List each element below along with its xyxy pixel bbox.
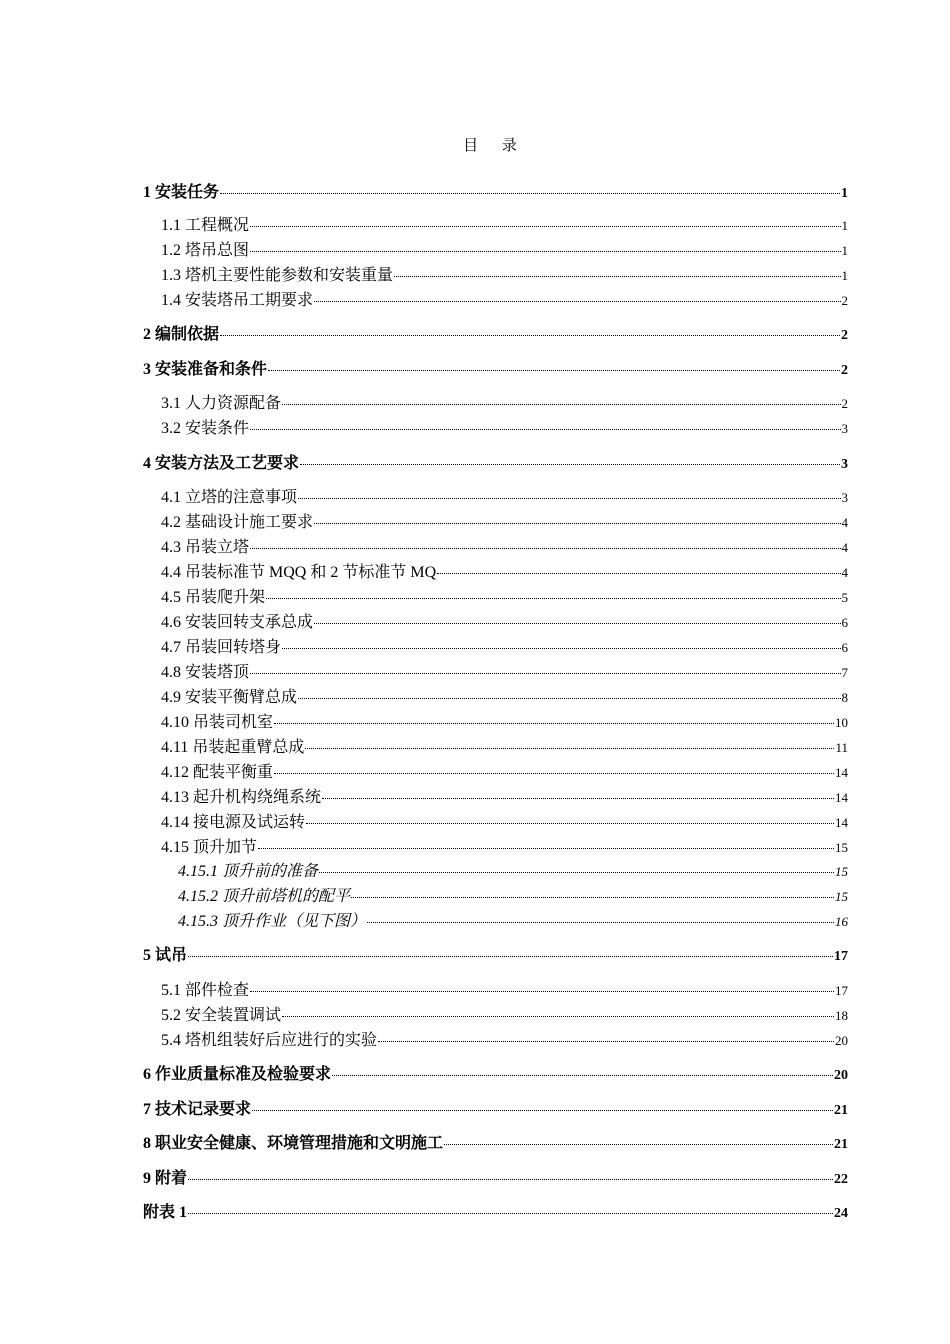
toc-entry-page-number: 20 — [834, 1068, 848, 1083]
toc-entry[interactable] — [161, 1029, 848, 1049]
toc-entry-page-number: 4 — [841, 565, 848, 580]
toc-entry-page-number: 8 — [841, 690, 848, 705]
toc-entry-title: 4.12 配装平衡重 — [161, 764, 274, 781]
dot-leader — [282, 636, 840, 652]
dot-leader — [367, 910, 834, 926]
dot-leader — [437, 561, 840, 577]
dot-leader — [282, 392, 840, 408]
toc-entry-page-number: 6 — [841, 640, 848, 655]
toc-entry[interactable] — [161, 417, 848, 437]
toc-entry-title: 3.1 人力资源配备 — [161, 395, 282, 412]
dot-leader — [268, 358, 840, 374]
toc-entry-title: 4.9 安装平衡臂总成 — [161, 689, 298, 706]
toc-entry-title: 2 编制依据 — [143, 326, 220, 343]
dot-leader — [282, 1004, 834, 1020]
toc-entry[interactable] — [161, 536, 848, 556]
toc-entry-title: 4.15.1 顶升前的准备 — [178, 863, 319, 880]
toc-entry-page-number: 2 — [841, 293, 848, 308]
toc-entry[interactable] — [161, 239, 848, 259]
dot-leader — [250, 536, 840, 552]
dot-leader — [274, 761, 834, 777]
toc-entry[interactable] — [143, 1201, 848, 1221]
dot-leader — [394, 264, 840, 280]
toc-entry[interactable] — [161, 736, 848, 756]
dot-leader — [378, 1029, 834, 1045]
toc-entry-page-number: 1 — [841, 186, 848, 201]
toc-entry-title: 1.4 安装塔吊工期要求 — [161, 292, 314, 309]
toc-entry-title: 4.15.3 顶升作业（见下图） — [178, 913, 367, 930]
dot-leader — [250, 214, 840, 230]
dot-leader — [250, 661, 840, 677]
toc-entry-title: 附表 1 — [143, 1204, 188, 1221]
toc-entry[interactable] — [143, 1098, 848, 1118]
toc-entry-page-number: 5 — [841, 590, 848, 605]
toc-entry[interactable] — [161, 979, 848, 999]
toc-entry-title: 4.2 基础设计施工要求 — [161, 514, 314, 531]
toc-entry-title: 4.3 吊装立塔 — [161, 539, 250, 556]
toc-entry[interactable] — [143, 358, 848, 378]
toc-entry-page-number: 17 — [834, 949, 848, 964]
toc-entry[interactable] — [161, 661, 848, 681]
dot-leader — [298, 686, 840, 702]
toc-entry-page-number: 21 — [834, 1137, 848, 1152]
toc-entry-title: 4.15 顶升加节 — [161, 839, 258, 856]
dot-leader — [332, 1063, 833, 1079]
dot-leader — [252, 1098, 833, 1114]
toc-entry-page-number: 14 — [835, 790, 848, 805]
dot-leader — [298, 486, 840, 502]
toc-entry-page-number: 24 — [834, 1206, 848, 1221]
toc-entry[interactable] — [161, 686, 848, 706]
dot-leader — [258, 836, 834, 852]
dot-leader — [266, 586, 840, 602]
dot-leader — [351, 885, 834, 901]
toc-entry-page-number: 7 — [841, 665, 848, 680]
toc-entry-title: 6 作业质量标准及检验要求 — [143, 1066, 332, 1083]
toc-entry-title: 4 安装方法及工艺要求 — [143, 455, 300, 472]
toc-entry-title: 4.10 吊装司机室 — [161, 714, 274, 731]
toc-entry-page-number: 3 — [841, 457, 848, 472]
toc-entry-page-number: 1 — [841, 268, 848, 283]
dot-leader — [444, 1132, 833, 1148]
dot-leader — [322, 786, 834, 802]
toc-entry-title: 4.13 起升机构绕绳系统 — [161, 789, 322, 806]
toc-entry-title: 7 技术记录要求 — [143, 1101, 252, 1118]
toc-entry-page-number: 21 — [834, 1103, 848, 1118]
dot-leader — [319, 860, 834, 876]
toc-entry-title: 4.15.2 顶升前塔机的配平 — [178, 888, 351, 905]
toc-entry-page-number: 17 — [835, 983, 848, 998]
toc-entry-title: 5.2 安全装置调试 — [161, 1007, 282, 1024]
toc-entry[interactable] — [161, 264, 848, 284]
toc-entry[interactable] — [161, 1004, 848, 1024]
toc-entry[interactable] — [143, 1167, 848, 1187]
toc-entry[interactable] — [143, 323, 848, 343]
toc-entry-page-number: 4 — [841, 540, 848, 555]
toc-entry-title: 4.7 吊装回转塔身 — [161, 639, 282, 656]
toc-entry-page-number: 15 — [835, 864, 848, 879]
toc-entry-title: 3.2 安装条件 — [161, 420, 250, 437]
dot-leader — [314, 511, 840, 527]
toc-entry[interactable] — [161, 711, 848, 731]
toc-entry[interactable] — [161, 761, 848, 781]
toc-entry[interactable] — [178, 860, 848, 880]
toc-entry[interactable] — [161, 214, 848, 234]
toc-entry[interactable] — [161, 586, 848, 606]
toc-entry-page-number: 11 — [835, 740, 848, 755]
toc-entry[interactable] — [143, 181, 848, 201]
toc-entry-title: 3 安装准备和条件 — [143, 361, 268, 378]
toc-entry[interactable] — [143, 944, 848, 964]
toc-entry-page-number: 1 — [841, 218, 848, 233]
toc-entry-page-number: 3 — [841, 421, 848, 436]
dot-leader — [314, 289, 840, 305]
toc-entry-page-number: 1 — [841, 243, 848, 258]
toc-entry-page-number: 14 — [835, 815, 848, 830]
toc-entry-title: 1.2 塔吊总图 — [161, 242, 250, 259]
toc-entry-page-number: 3 — [841, 490, 848, 505]
toc-entry[interactable] — [143, 452, 848, 472]
toc-entry-title: 4.6 安装回转支承总成 — [161, 614, 314, 631]
toc-entry-title: 1.1 工程概况 — [161, 217, 250, 234]
toc-entry[interactable] — [161, 836, 848, 856]
toc-entry-page-number: 2 — [841, 363, 848, 378]
dot-leader — [250, 239, 840, 255]
toc-entry-title: 4.1 立塔的注意事项 — [161, 489, 298, 506]
dot-leader — [314, 611, 840, 627]
toc-entry[interactable] — [161, 561, 848, 581]
toc-entry-title: 4.4 吊装标准节 MQQ 和 2 节标准节 MQ — [161, 564, 437, 581]
toc-entry-page-number: 15 — [835, 889, 848, 904]
toc-entry-title: 5.1 部件检查 — [161, 982, 250, 999]
toc-entry[interactable] — [161, 786, 848, 806]
dot-leader — [220, 323, 840, 339]
toc-entry[interactable] — [178, 910, 848, 930]
toc-entry-page-number: 2 — [841, 396, 848, 411]
toc-entry-title: 4.8 安装塔顶 — [161, 664, 250, 681]
page-title: 目 录 — [463, 138, 527, 154]
toc-entry-page-number: 18 — [835, 1008, 848, 1023]
toc-entry[interactable] — [161, 392, 848, 412]
toc-entry-title: 1.3 塔机主要性能参数和安装重量 — [161, 267, 394, 284]
dot-leader — [250, 979, 834, 995]
toc-entry-page-number: 22 — [834, 1172, 848, 1187]
toc-entry-page-number: 16 — [835, 914, 848, 929]
toc-entry[interactable] — [161, 511, 848, 531]
toc-entry-title: 5.4 塔机组装好后应进行的实验 — [161, 1032, 378, 1049]
toc-entry-page-number: 14 — [835, 765, 848, 780]
dot-leader — [250, 417, 840, 433]
dot-leader — [188, 1167, 833, 1183]
dot-leader — [274, 711, 834, 727]
toc-entry[interactable] — [161, 611, 848, 631]
dot-leader — [305, 736, 834, 752]
toc-entry-title: 5 试吊 — [143, 947, 188, 964]
toc-entry[interactable] — [161, 486, 848, 506]
toc-entry-title: 8 职业安全健康、环境管理措施和文明施工 — [143, 1135, 444, 1152]
dot-leader — [188, 1201, 833, 1217]
toc-entry[interactable] — [178, 885, 848, 905]
toc-entry-page-number: 4 — [841, 515, 848, 530]
toc-entry-title: 9 附着 — [143, 1170, 188, 1187]
toc-entry-title: 1 安装任务 — [143, 184, 220, 201]
dot-leader — [220, 181, 840, 197]
toc-entry-page-number: 15 — [835, 840, 848, 855]
toc-entry-page-number: 2 — [841, 328, 848, 343]
toc-entry-page-number: 6 — [841, 615, 848, 630]
toc-entry[interactable] — [161, 811, 848, 831]
toc-entry[interactable] — [161, 636, 848, 656]
toc-entry[interactable] — [143, 1063, 848, 1083]
toc-entry-title: 4.14 接电源及试运转 — [161, 814, 306, 831]
dot-leader — [300, 452, 840, 468]
toc-entry-title: 4.5 吊装爬升架 — [161, 589, 266, 606]
dot-leader — [306, 811, 834, 827]
dot-leader — [188, 944, 833, 960]
toc-entry-page-number: 20 — [835, 1033, 848, 1048]
toc-entry[interactable] — [161, 289, 848, 309]
toc-entry[interactable] — [143, 1132, 848, 1152]
toc-entry-page-number: 10 — [835, 715, 848, 730]
toc-entry-title: 4.11 吊装起重臂总成 — [161, 739, 305, 756]
